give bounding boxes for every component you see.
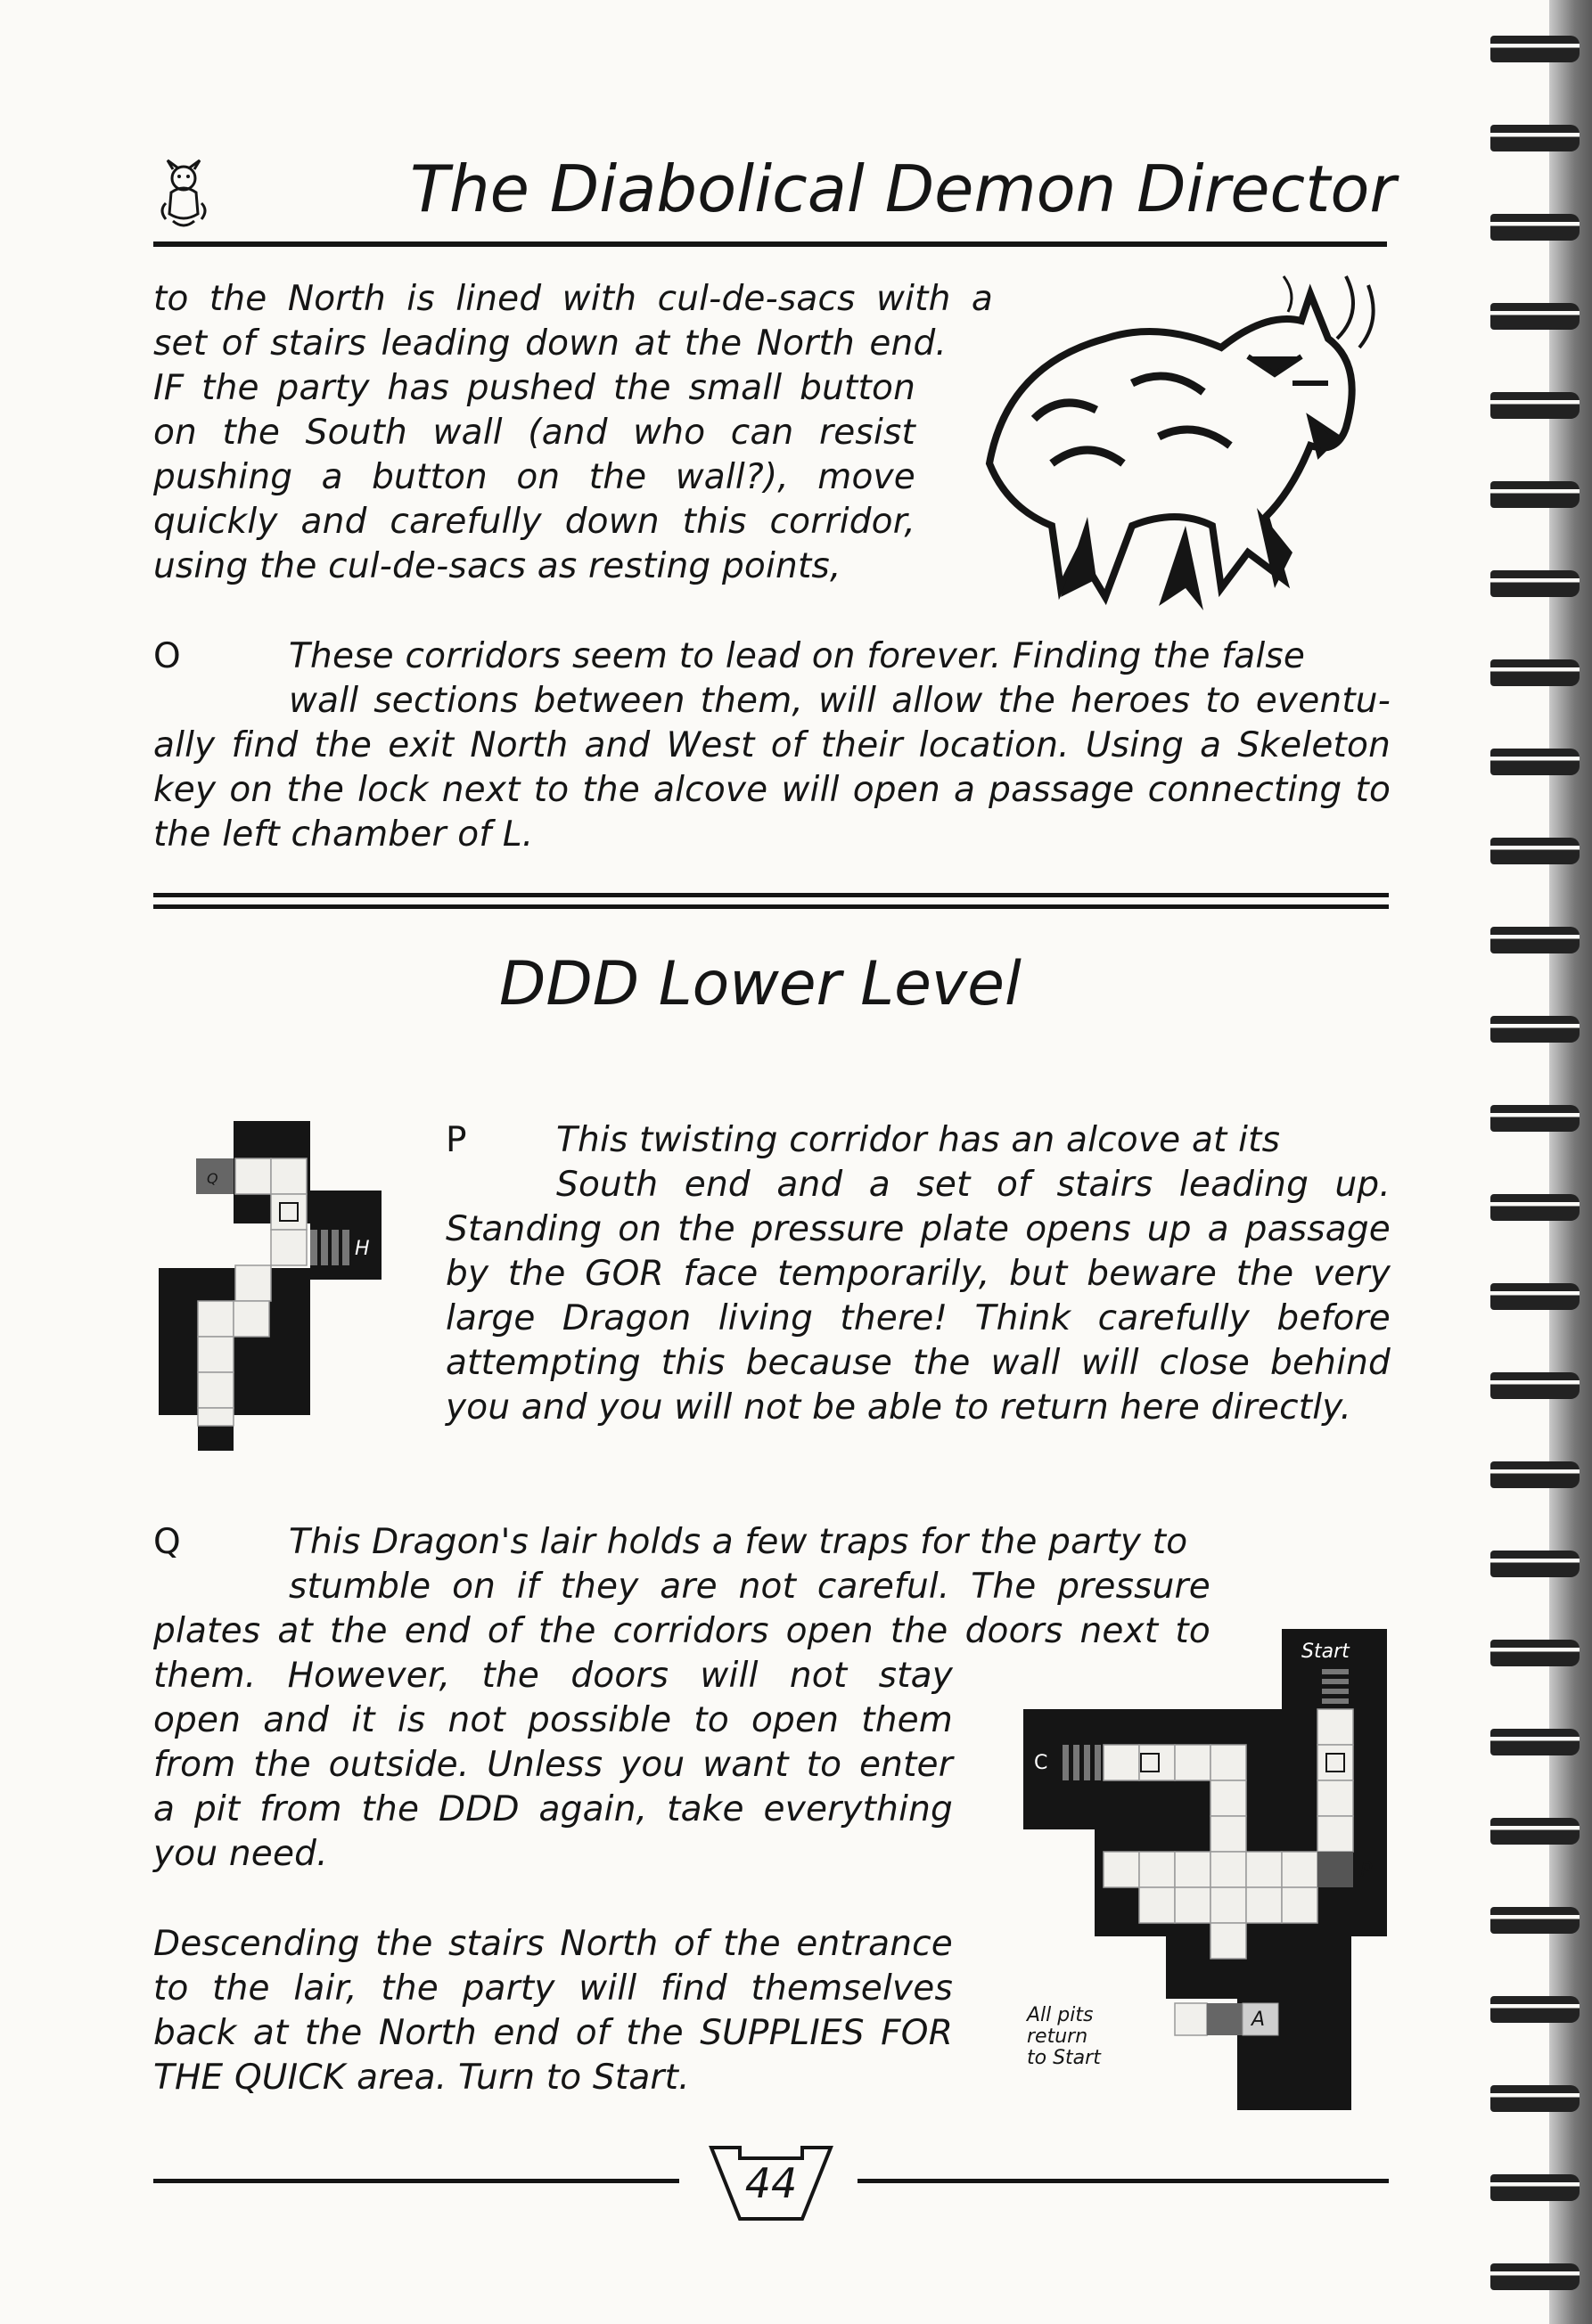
map-q-note-line: All pits xyxy=(1027,2004,1094,2026)
spiral-ring xyxy=(1490,1461,1580,1488)
map-q-label-c: C xyxy=(1034,1752,1048,1774)
spiral-ring xyxy=(1490,570,1580,597)
text-line: by the GOR face temporarily, but beware the very xyxy=(446,1254,1391,1294)
page-number: 44 xyxy=(744,2159,798,2207)
spiral-ring xyxy=(1490,838,1580,864)
spiral-ring xyxy=(1490,481,1580,508)
header-rule xyxy=(153,241,1387,247)
text-line: them. However, the doors will not stay xyxy=(153,1656,953,1696)
spiral-ring xyxy=(1490,2085,1580,2112)
spiral-ring xyxy=(1490,1729,1580,1755)
text-line: back at the North end of the SUPPLIES FOR xyxy=(153,2013,953,2053)
text-line: These corridors seem to lead on forever. Finding the false xyxy=(289,636,1306,676)
text-line: pushing a button on the wall?), move xyxy=(153,457,915,497)
text-line: you need. xyxy=(153,1834,328,1874)
text-line: attempting this because the wall will close behind xyxy=(446,1343,1391,1383)
spiral-ring xyxy=(1490,303,1580,330)
text-line: This twisting corridor has an alcove at its xyxy=(556,1120,1281,1160)
section-q-text-2 xyxy=(153,1922,953,2100)
section-divider-top xyxy=(153,893,1389,897)
map-q-note xyxy=(1027,2005,1101,2069)
text-line: Standing on the pressure plate opens up a passage xyxy=(446,1209,1391,1249)
spiral-ring xyxy=(1490,659,1580,686)
spiral-ring xyxy=(1490,392,1580,419)
text-line: set of stairs leading down at the North end. xyxy=(153,323,947,364)
text-line: large Dragon living there! Think carefully before xyxy=(446,1298,1391,1338)
text-line: Descending the stairs North of the entrance xyxy=(153,1924,953,1964)
text-line: to the North is lined with cul-de-sacs with a xyxy=(153,279,993,319)
spiral-ring xyxy=(1490,125,1580,151)
text-line: wall sections between them, will allow the heroes to eventu- xyxy=(289,681,1391,721)
demon-logo-icon xyxy=(153,159,216,230)
spiral-ring xyxy=(1490,1818,1580,1845)
map-q-note-line: to Start xyxy=(1027,2047,1101,2069)
spiral-ring xyxy=(1490,1105,1580,1132)
text-line: to the lair, the party will find themselves xyxy=(153,1968,953,2009)
spiral-ring xyxy=(1490,1372,1580,1399)
section-o-continued-text xyxy=(153,277,993,589)
text-line: using the cul-de-sacs as resting points, xyxy=(153,546,841,586)
text-line: ally find the exit North and West of their location. Using a Skeleton xyxy=(153,725,1391,765)
spiral-ring xyxy=(1490,2174,1580,2201)
text-line: a pit from the DDD again, take everything xyxy=(153,1789,953,1829)
spiral-ring xyxy=(1490,1551,1580,1577)
spiral-ring xyxy=(1490,2263,1580,2290)
text-line: quickly and carefully down this corridor, xyxy=(153,502,915,542)
section-o-text xyxy=(153,634,1391,857)
spiral-ring xyxy=(1490,1016,1580,1043)
map-p-label-q: Q xyxy=(207,1170,218,1187)
section-title: DDD Lower Level xyxy=(499,949,1022,1019)
text-line: open and it is not possible to open them xyxy=(153,1700,953,1740)
text-line: from the outside. Unless you want to enter xyxy=(153,1745,953,1785)
map-p-label-h: H xyxy=(355,1238,370,1260)
footer-rule-right xyxy=(858,2179,1389,2183)
spiral-ring xyxy=(1490,927,1580,953)
map-q-note-line: return xyxy=(1027,2025,1088,2048)
section-p-label: P xyxy=(446,1120,467,1160)
text-line: key on the lock next to the alcove will open a passage connecting to xyxy=(153,770,1391,810)
text-line: the left chamber of L. xyxy=(153,814,534,855)
spiral-binding xyxy=(1549,0,1592,2324)
map-q-label-p: P xyxy=(1360,1860,1373,1882)
map-p xyxy=(159,1121,390,1455)
wolf-illustration xyxy=(954,258,1382,615)
text-line: you and you will not be able to return here directly. xyxy=(446,1387,1352,1428)
spiral-ring xyxy=(1490,1640,1580,1666)
spiral-ring xyxy=(1490,1283,1580,1310)
footer-rule-left xyxy=(153,2179,679,2183)
text-line: IF the party has pushed the small button xyxy=(153,368,915,408)
spiral-ring xyxy=(1490,1907,1580,1934)
spiral-ring xyxy=(1490,36,1580,62)
map-q-label-start: Start xyxy=(1301,1641,1350,1663)
spiral-ring xyxy=(1490,749,1580,775)
text-line: on the South wall (and who can resist xyxy=(153,413,915,453)
section-divider-bottom xyxy=(153,904,1389,909)
text-line: This Dragon's lair holds a few traps for the party to xyxy=(289,1522,1188,1562)
text-line: South end and a set of stairs leading up. xyxy=(556,1165,1391,1205)
section-p-text xyxy=(446,1118,1391,1430)
section-q-label: Q xyxy=(153,1522,181,1562)
map-q-label-a: A xyxy=(1251,2009,1266,2031)
spiral-ring xyxy=(1490,1996,1580,2023)
text-line: THE QUICK area. Turn to Start. xyxy=(153,2058,690,2098)
page-title: The Diabolical Demon Director xyxy=(410,151,1396,226)
section-o-label: O xyxy=(153,636,181,676)
spiral-ring xyxy=(1490,1194,1580,1221)
text-line: stumble on if they are not careful. The pressure xyxy=(289,1567,1210,1607)
text-line: plates at the end of the corridors open the doors next to xyxy=(153,1611,1210,1651)
spiral-ring xyxy=(1490,214,1580,241)
